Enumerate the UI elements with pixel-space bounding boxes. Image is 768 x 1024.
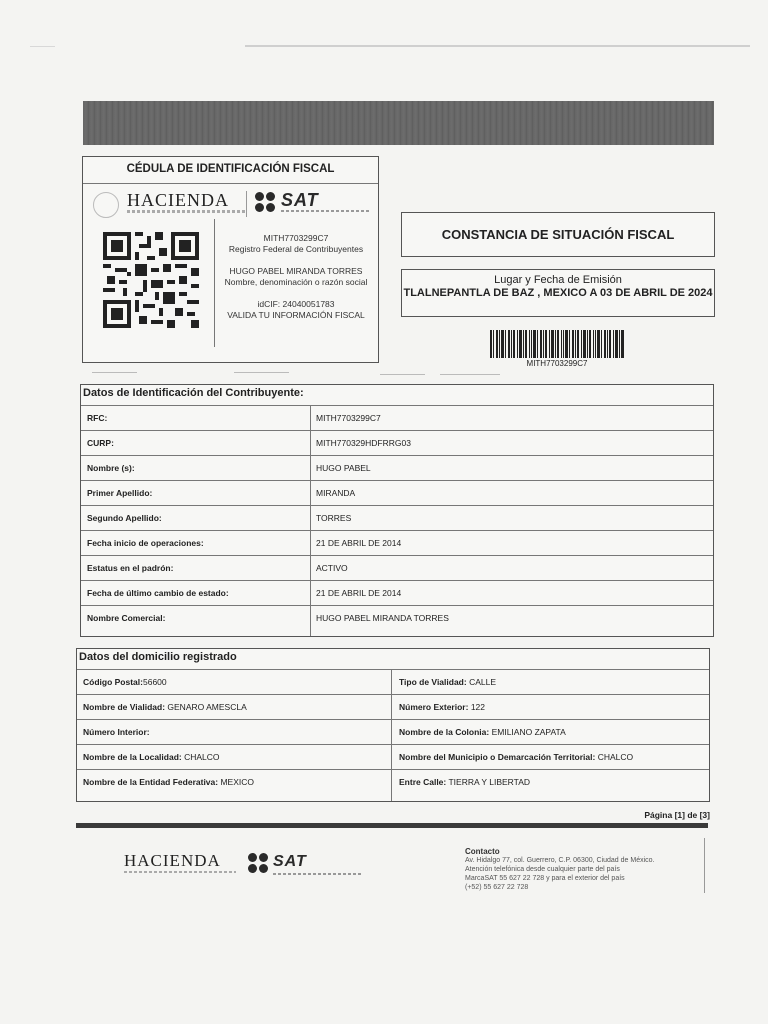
field-cell: Nombre de la Colonia: EMILIANO ZAPATA xyxy=(399,727,566,737)
divider xyxy=(246,191,247,217)
field-value: HUGO PABEL MIRANDA TORRES xyxy=(316,613,449,623)
cedula-valida: VALIDA TU INFORMACIÓN FISCAL xyxy=(227,310,365,320)
field-label: RFC: xyxy=(87,413,108,423)
field-value: TORRES xyxy=(316,513,352,523)
field-cell: Nombre de la Entidad Federativa: MEXICO xyxy=(83,777,254,787)
table-row xyxy=(81,580,713,606)
hacienda-logo xyxy=(89,190,239,216)
table-row xyxy=(81,405,713,431)
table-row xyxy=(81,455,713,481)
logo-subtext xyxy=(273,873,363,875)
cedula-box xyxy=(82,156,379,363)
divider xyxy=(214,219,215,347)
contact-title: Contacto xyxy=(465,847,500,856)
hacienda-logo-text: HACIENDA xyxy=(124,851,221,870)
cedula-rfc: MITH7703299C7 xyxy=(263,233,329,243)
field-value: MITH7703299C7 xyxy=(316,413,381,423)
contact-line: Av. Hidalgo 77, col. Guerrero, C.P. 06300, Ciudad de México. xyxy=(465,857,655,864)
logo-subtext xyxy=(281,210,371,212)
contact-line: Atención telefónica desde cualquier parte del país xyxy=(465,866,620,873)
emision-box xyxy=(401,269,715,317)
cedula-info xyxy=(221,233,371,321)
sat-dots-icon xyxy=(248,853,270,875)
field-label: Segundo Apellido: xyxy=(87,513,162,523)
field-value: MIRANDA xyxy=(316,488,356,498)
field-value: ACTIVO xyxy=(316,563,348,573)
field-cell: Tipo de Vialidad: CALLE xyxy=(399,677,497,687)
cedula-name: HUGO PABEL MIRANDA TORRES xyxy=(229,266,363,276)
field-value: 21 DE ABRIL DE 2014 xyxy=(316,588,402,598)
divider xyxy=(83,183,378,184)
field-label: Estatus en el padrón: xyxy=(87,563,174,573)
table-row xyxy=(81,530,713,556)
footer-bar xyxy=(76,823,708,828)
sat-logo-text: SAT xyxy=(281,190,319,210)
cedula-rfc-label: Registro Federal de Contribuyentes xyxy=(228,244,364,254)
barcode-text: MITH7703299C7 xyxy=(526,359,588,368)
table-row xyxy=(77,744,709,770)
scan-line xyxy=(234,372,289,373)
field-cell: Código Postal:56600 xyxy=(83,677,167,687)
table-row xyxy=(81,480,713,506)
table-row xyxy=(77,694,709,720)
field-label: Nombre (s): xyxy=(87,463,135,473)
logo-subtext xyxy=(124,871,236,873)
field-cell: Número Exterior: 122 xyxy=(399,702,485,712)
scan-line xyxy=(245,45,750,47)
scan-line xyxy=(440,374,500,375)
constancia-title: CONSTANCIA DE SITUACIÓN FISCAL xyxy=(401,212,715,257)
sat-logo xyxy=(255,190,375,216)
domicilio-section xyxy=(76,648,710,802)
field-label: Primer Apellido: xyxy=(87,488,153,498)
identificacion-section xyxy=(80,384,714,637)
contact-line: (+52) 55 627 22 728 xyxy=(465,884,529,891)
field-label: Nombre Comercial: xyxy=(87,613,166,623)
cedula-idcif: idCIF: 24040051783 xyxy=(257,299,335,309)
field-cell: Nombre de la Localidad: CHALCO xyxy=(83,752,220,762)
field-value: HUGO PABEL xyxy=(316,463,371,473)
field-label: CURP: xyxy=(87,438,114,448)
sat-logo-text: SAT xyxy=(273,853,307,870)
section-title: Datos del domicilio registrado xyxy=(79,651,237,663)
scan-line xyxy=(92,372,137,373)
seal-icon xyxy=(93,192,119,218)
field-value: 21 DE ABRIL DE 2014 xyxy=(316,538,402,548)
field-label: Fecha de último cambio de estado: xyxy=(87,588,229,598)
footer-hacienda-logo xyxy=(110,851,250,879)
contact-line: MarcaSAT 55 627 22 728 y para el exterior del país xyxy=(465,875,625,882)
table-row xyxy=(81,605,713,636)
emision-label: Lugar y Fecha de Emisión xyxy=(494,274,622,286)
field-value: MITH770329HDFRRG03 xyxy=(316,438,411,448)
section-title: Datos de Identificación del Contribuyente: xyxy=(83,387,304,399)
barcode-icon xyxy=(490,330,624,358)
qr-code-icon xyxy=(103,232,199,328)
scan-line xyxy=(380,374,425,375)
page-number: Página [1] de [3] xyxy=(644,810,710,820)
hacienda-logo-text: HACIENDA xyxy=(127,190,229,210)
cedula-title: CÉDULA DE IDENTIFICACIÓN FISCAL xyxy=(126,163,335,175)
table-row xyxy=(81,430,713,456)
footer-sat-logo xyxy=(248,851,368,879)
table-row xyxy=(77,719,709,745)
emision-value: TLALNEPANTLA DE BAZ , MEXICO A 03 DE ABRIL DE 2024 xyxy=(403,287,713,299)
field-cell: Entre Calle: TIERRA Y LIBERTAD xyxy=(399,777,531,787)
field-cell: Nombre del Municipio o Demarcación Territorial: CHALCO xyxy=(399,752,634,762)
logo-subtext xyxy=(127,210,245,213)
table-row xyxy=(81,555,713,581)
sat-dots-icon xyxy=(255,192,277,214)
table-row xyxy=(81,505,713,531)
contact-block xyxy=(465,847,705,892)
header-band xyxy=(83,101,714,145)
field-label: Fecha inicio de operaciones: xyxy=(87,538,204,548)
cedula-name-label: Nombre, denominación o razón social xyxy=(224,277,368,287)
field-cell: Nombre de Vialidad: GENARO AMESCLA xyxy=(83,702,247,712)
scan-line xyxy=(30,46,55,47)
table-row xyxy=(77,669,709,695)
divider xyxy=(704,838,705,893)
field-cell: Número Interior: xyxy=(83,727,150,737)
table-row xyxy=(77,769,709,801)
